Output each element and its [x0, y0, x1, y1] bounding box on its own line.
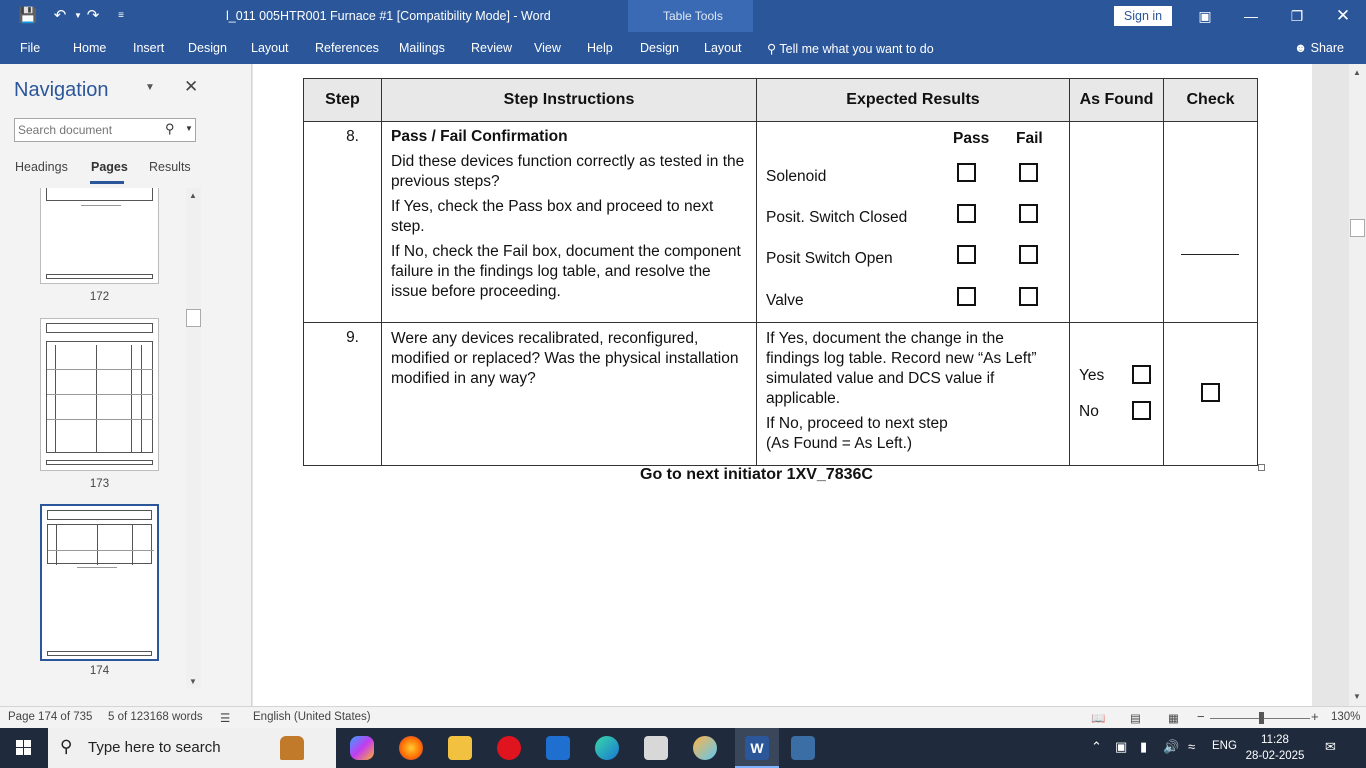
expected-paragraph: If No, proceed to next step — [766, 415, 948, 432]
step-table — [303, 78, 1258, 466]
navigation-title: Navigation — [14, 79, 109, 101]
title-bar — [0, 0, 1366, 32]
page-thumbnail[interactable] — [40, 188, 159, 284]
scroll-up-icon[interactable]: ▲ — [189, 191, 197, 200]
yes-label: Yes — [1079, 367, 1105, 384]
table-row — [304, 323, 1258, 466]
instruction-paragraph: Did these devices function correctly as tested in the previous steps? — [391, 153, 745, 190]
minimize-icon[interactable]: — — [1244, 8, 1258, 24]
web-layout-icon[interactable]: ▦ — [1168, 713, 1179, 725]
customize-toolbar-icon[interactable]: ≡ — [118, 10, 124, 21]
page-number: 173 — [89, 478, 110, 490]
table-header-row — [304, 79, 1258, 122]
tab-results[interactable]: Results — [149, 160, 191, 174]
zoom-in-icon[interactable]: + — [1311, 709, 1319, 724]
taskbar — [0, 728, 1366, 768]
scroll-down-icon[interactable]: ▼ — [1353, 692, 1361, 701]
page-thumbnail-selected[interactable] — [40, 504, 159, 661]
tab-pages[interactable]: Pages — [91, 160, 128, 174]
nav-scroll-thumb[interactable] — [186, 309, 201, 327]
page-count[interactable]: Page 174 of 735 — [8, 711, 93, 723]
tab-design[interactable]: Design — [188, 41, 227, 55]
as-found-cell — [1070, 323, 1164, 466]
app-icon[interactable] — [791, 736, 815, 760]
lantern-decoration-icon — [280, 736, 304, 760]
tell-me-label: Tell me what you want to do — [779, 42, 934, 56]
pass-fail-grid — [757, 122, 1069, 310]
scroll-up-icon[interactable]: ▲ — [1353, 68, 1361, 77]
check-cell[interactable] — [1164, 122, 1258, 323]
nav-scrollbar[interactable] — [186, 188, 201, 688]
copilot-icon[interactable] — [350, 736, 374, 760]
table-row — [304, 122, 1258, 323]
pass-checkbox[interactable] — [957, 287, 976, 306]
undo-dropdown-icon[interactable]: ▼ — [74, 11, 82, 20]
print-layout-icon[interactable]: ▤ — [1130, 713, 1141, 725]
page-thumbnails — [0, 188, 200, 688]
step-instructions-cell — [382, 323, 757, 466]
app-icon[interactable] — [693, 736, 717, 760]
search-icon: ⚲ — [60, 737, 73, 756]
zoom-slider-thumb[interactable] — [1259, 712, 1264, 724]
no-checkbox[interactable] — [1132, 401, 1151, 420]
tab-table-layout[interactable]: Layout — [704, 41, 742, 55]
pass-label: Pass — [953, 130, 990, 147]
expected-results-cell — [757, 122, 1070, 323]
input-language[interactable]: ENG — [1212, 740, 1237, 752]
nav-close-icon[interactable]: ✕ — [184, 77, 199, 96]
instruction-paragraph: If No, check the Fail box, document the component failure in the findings log table, and resolve the issue before proceeding. — [391, 243, 741, 300]
app-icon[interactable] — [644, 736, 668, 760]
redo-icon[interactable]: ↷ — [86, 7, 100, 24]
word-taskbar-button-active[interactable] — [735, 728, 779, 768]
close-icon[interactable]: ✕ — [1335, 6, 1351, 25]
sign-in-button[interactable]: Sign in — [1114, 6, 1172, 26]
device-label: Solenoid — [766, 168, 827, 185]
tab-headings[interactable]: Headings — [15, 160, 68, 174]
active-tab-indicator — [90, 181, 124, 184]
tab-review[interactable]: Review — [471, 41, 512, 55]
tab-help[interactable]: Help — [587, 41, 613, 55]
no-label: No — [1079, 403, 1099, 420]
share-label: Share — [1310, 41, 1344, 55]
volume-icon[interactable]: 🔊 — [1163, 739, 1180, 754]
tab-file[interactable]: File — [20, 41, 41, 55]
scroll-down-icon[interactable]: ▼ — [189, 677, 197, 686]
firefox-icon[interactable] — [399, 736, 423, 760]
tab-table-design[interactable]: Design — [640, 41, 679, 55]
tab-home[interactable]: Home — [73, 41, 107, 55]
page-thumbnail[interactable] — [40, 318, 159, 471]
fail-checkbox[interactable] — [1019, 245, 1038, 264]
signature-line — [1181, 254, 1239, 255]
tab-layout[interactable]: Layout — [251, 41, 289, 55]
fail-checkbox[interactable] — [1019, 287, 1038, 306]
zoom-out-icon[interactable]: − — [1197, 709, 1205, 724]
document-scroll-thumb[interactable] — [1350, 219, 1365, 237]
undo-icon[interactable]: ↶ — [53, 7, 67, 24]
pass-checkbox[interactable] — [957, 163, 976, 182]
document-page — [253, 64, 1312, 706]
clock-date: 28-02-2025 — [1245, 750, 1305, 762]
step-instructions-cell — [382, 122, 757, 323]
tray-chevron-up-icon[interactable]: ⌃ — [1091, 739, 1102, 754]
read-mode-icon[interactable]: 📖 — [1091, 713, 1106, 725]
tab-mailings[interactable]: Mailings — [399, 41, 445, 55]
clock[interactable] — [1245, 732, 1305, 764]
taskbar-search-placeholder: Type here to search — [88, 739, 221, 756]
search-dropdown-icon[interactable]: ▼ — [185, 124, 193, 133]
header-step-instructions: Step Instructions — [382, 79, 757, 122]
tab-view[interactable]: View — [534, 41, 561, 55]
nav-options-chevron-down-icon[interactable]: ▼ — [145, 82, 155, 93]
header-step: Step — [304, 79, 382, 122]
device-label: Posit. Switch Closed — [766, 209, 908, 226]
pass-checkbox[interactable] — [957, 245, 976, 264]
mail-icon[interactable] — [546, 736, 570, 760]
person-icon: ☻ — [1294, 41, 1308, 55]
status-bar — [0, 706, 1366, 728]
word-count[interactable]: 5 of 123168 words — [108, 711, 203, 723]
expected-paragraph: (As Found = As Left.) — [766, 435, 913, 452]
as-found-cell[interactable] — [1070, 122, 1164, 323]
device-label: Posit Switch Open — [766, 250, 893, 267]
document-scrollbar[interactable] — [1349, 64, 1366, 706]
pass-checkbox[interactable] — [957, 204, 976, 223]
zoom-level[interactable]: 130% — [1331, 711, 1361, 723]
document-area — [253, 64, 1313, 706]
battery-icon[interactable]: ▮ — [1140, 739, 1148, 754]
fail-label: Fail — [1016, 130, 1043, 147]
document-title: l_011 005HTR001 Furnace #1 [Compatibility Mode] - Word — [226, 9, 551, 23]
search-icon[interactable]: ⚲ — [165, 121, 175, 136]
header-check: Check — [1164, 79, 1258, 122]
wifi-icon[interactable]: ≈ — [1188, 739, 1196, 754]
step-number: 8. — [304, 122, 382, 323]
tab-insert[interactable]: Insert — [133, 41, 165, 55]
expected-results-cell — [757, 323, 1070, 466]
share-button[interactable] — [1294, 41, 1344, 55]
header-expected-results: Expected Results — [757, 79, 1070, 122]
page-number: 172 — [89, 291, 110, 303]
language[interactable]: English (United States) — [253, 711, 371, 723]
restore-icon[interactable]: ❐ — [1290, 8, 1304, 24]
ribbon-display-icon[interactable]: ▣ — [1198, 8, 1212, 24]
check-cell — [1164, 323, 1258, 466]
check-checkbox[interactable] — [1201, 383, 1220, 402]
notifications-icon[interactable]: ✉ — [1325, 739, 1336, 754]
device-label: Valve — [766, 292, 804, 309]
navigation-pane — [0, 64, 252, 706]
save-icon[interactable]: 💾 — [18, 7, 38, 24]
table-tools-label: Table Tools — [663, 9, 723, 23]
clock-time: 11:28 — [1261, 734, 1289, 746]
word-icon: W — [745, 736, 769, 760]
header-as-found: As Found — [1070, 79, 1164, 122]
step-number: 9. — [304, 323, 382, 466]
opera-icon[interactable] — [497, 736, 521, 760]
fail-checkbox[interactable] — [1019, 163, 1038, 182]
table-resize-handle[interactable] — [1258, 464, 1265, 471]
page-number: 174 — [89, 665, 110, 677]
lightbulb-icon: ⚲ — [767, 42, 777, 56]
edge-icon[interactable] — [595, 736, 619, 760]
tab-references[interactable]: References — [315, 41, 379, 55]
tell-me-search[interactable] — [767, 41, 934, 56]
windows-start-icon[interactable] — [0, 728, 48, 768]
proofing-icon[interactable]: ☰ — [220, 713, 231, 725]
ribbon-tabs — [0, 32, 1366, 64]
step-title: Pass / Fail Confirmation — [391, 128, 568, 145]
tray-device-icon[interactable]: ▣ — [1115, 739, 1128, 754]
instruction-paragraph: Were any devices recalibrated, reconfigured, modified or replaced? Was the physical installation modified in any way? — [391, 330, 739, 387]
go-to-next-initiator: Go to next initiator 1XV_7836C — [640, 466, 873, 483]
expected-paragraph: If Yes, document the change in the findings log table. Record new “As Left” simulated value and DCS value if applicable. — [766, 330, 1037, 407]
yes-checkbox[interactable] — [1132, 365, 1151, 384]
fail-checkbox[interactable] — [1019, 204, 1038, 223]
instruction-paragraph: If Yes, check the Pass box and proceed to next step. — [391, 198, 714, 235]
file-explorer-icon[interactable] — [448, 736, 472, 760]
